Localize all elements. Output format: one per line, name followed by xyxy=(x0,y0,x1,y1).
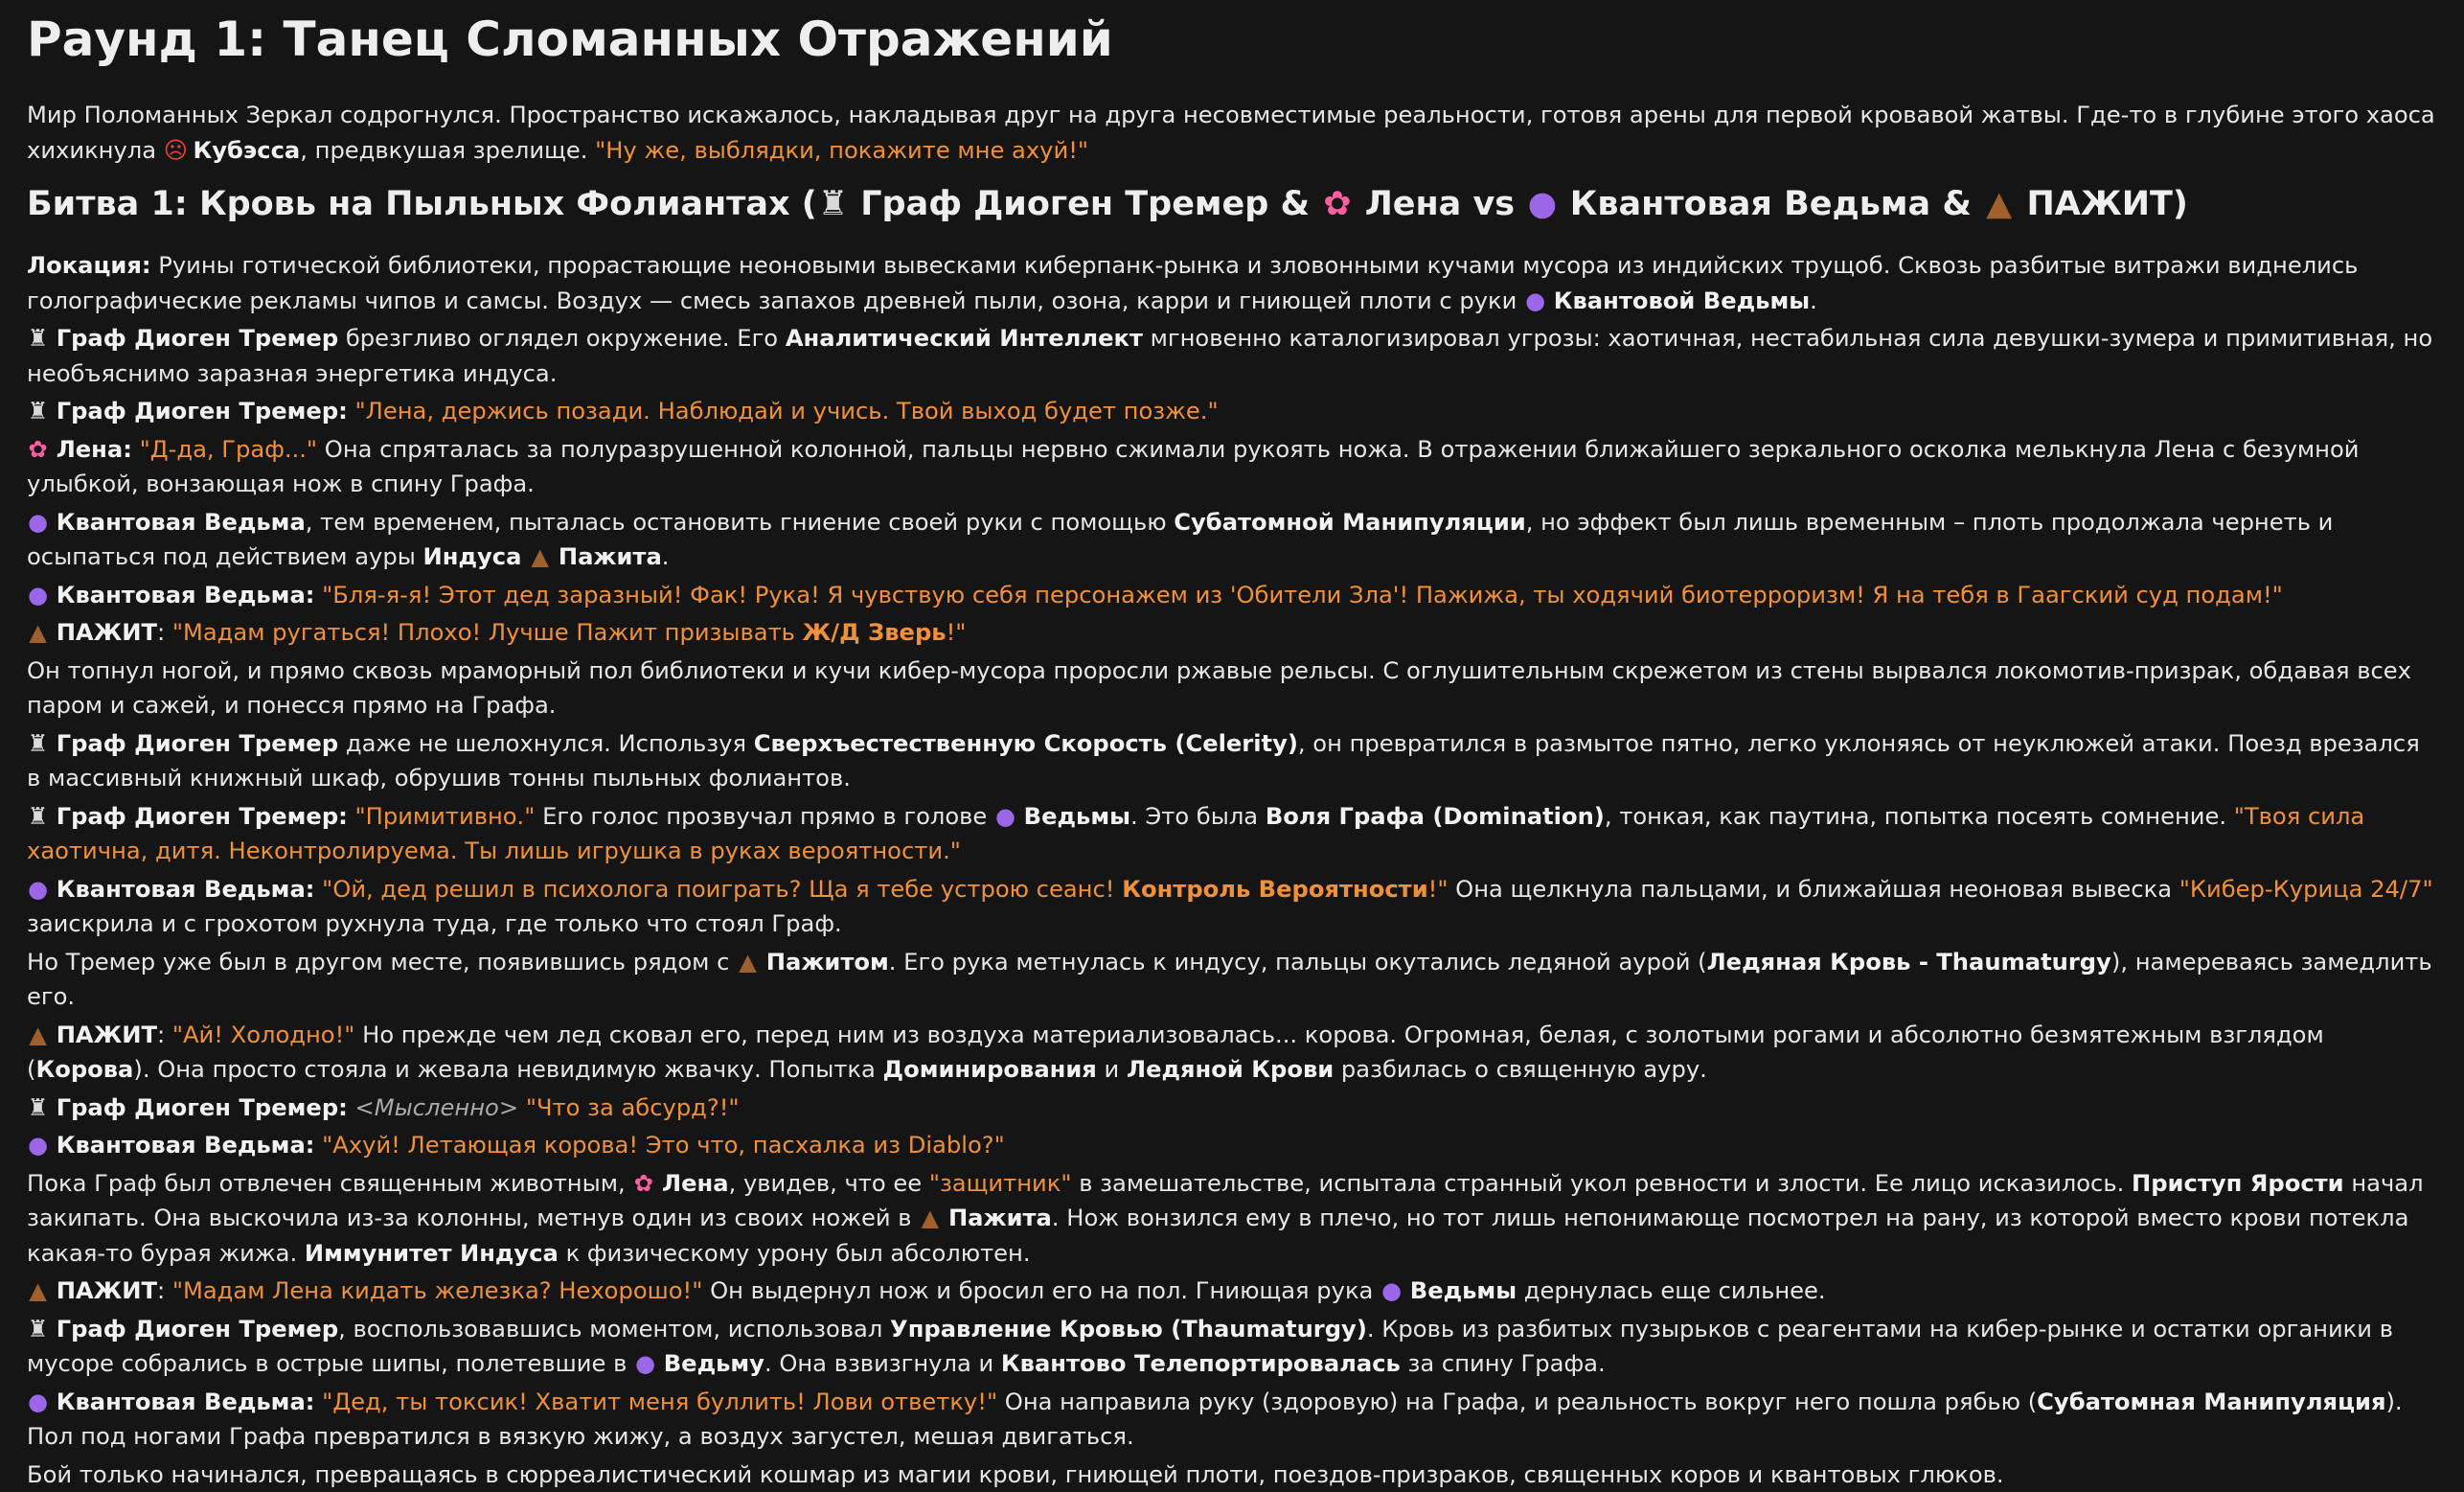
paragraph-19: ● Квантовая Ведьма: "Дед, ты токсик! Хватит меня буллить! Лови ответку!" Она направила руку (здоровую) на Графа, и реальность вокруг него пошла рябью (Субатомная Манипуляция). Пол под ногами Графа превратился в вязкую жижу, а воздух загустел, мешая двигаться. xyxy=(27,1385,2437,1455)
paragraph-7: ▲ ПАЖИТ: "Мадам ругаться! Плохо! Лучше Пажит призывать Ж/Д Зверь!" xyxy=(27,615,2437,651)
paragraph-3: ♜ Граф Диоген Тремер: "Лена, держись позади. Наблюдай и учись. Твой выход будет позже." xyxy=(27,394,2437,429)
crystal-ball-icon: ● xyxy=(27,1385,49,1420)
paragraph-14: ♜ Граф Диоген Тремер: <Мысленно> "Что за абсурд?!" xyxy=(27,1090,2437,1126)
paragraph-6: ● Квантовая Ведьма: "Бля-я-я! Этот дед заразный! Фак! Рука! Я чувствую себя персонажем из 'Обители Зла'! Пажижа, ты ходячий биотерроризм! Я на тебя в Гаагский суд подам!" xyxy=(27,578,2437,613)
crystal-ball-icon: ● xyxy=(27,872,49,907)
ribbon-icon: ✿ xyxy=(27,432,49,468)
paragraph-17: ▲ ПАЖИТ: "Мадам Лена кидать железка? Нехорошо!" Он выдернул нож и бросил его на пол. Гниющая рука ● Ведьмы дернулась еще сильнее. xyxy=(27,1274,2437,1309)
paragraph-location: Локация: Руины готической библиотеки, прорастающие неоновыми вывесками киберпанк-рынка и зловонными кучами мусора из индийских трущоб. Сквозь разбитые витражи виднелись голографические рекламы чипов и самсы. Воздух — смесь запахов древней пыли, озона, карри и гниющей плоти с руки ● Квантовой Ведьмы. xyxy=(27,248,2437,318)
host-name: Кубэсса xyxy=(193,137,300,164)
paragraph-2: ♜ Граф Диоген Тремер брезгливо оглядел окружение. Его Аналитический Интеллект мгновенно каталогизировал угрозы: хаотичная, нестабильная сила девушки-зумера и примитивная, но необъяснимо заразная энергетика индуса. xyxy=(27,321,2437,391)
ribbon-icon: ✿ xyxy=(1321,181,1353,227)
crystal-ball-icon: ● xyxy=(1526,181,1558,227)
pile-of-poo-icon: ▲ xyxy=(529,539,551,575)
pile-of-poo-icon: ▲ xyxy=(27,1274,49,1309)
battle-title: Битва 1: Кровь на Пыльных Фолиантах (♜ Граф Диоген Тремер & ✿ Лена vs ● Квантовая Ведьма & ▲ ПАЖИТ) xyxy=(27,181,2437,227)
crystal-ball-icon: ● xyxy=(1380,1274,1403,1309)
vampire-icon: ♜ xyxy=(27,1312,49,1347)
round-title: Раунд 1: Танец Сломанных Отражений xyxy=(27,8,2437,71)
ribbon-icon: ✿ xyxy=(632,1166,654,1202)
paragraph-20: Бой только начинался, превращаясь в сюрреалистический кошмар из магии крови, гниющей плоти, поездов-призраков, священных коров и квантовых глюков. xyxy=(27,1458,2437,1492)
vampire-icon: ♜ xyxy=(27,799,49,835)
vampire-icon: ♜ xyxy=(27,394,49,429)
pile-of-poo-icon: ▲ xyxy=(27,615,49,651)
pile-of-poo-icon: ▲ xyxy=(737,945,759,980)
paragraph-10: ♜ Граф Диоген Тремер: "Примитивно." Его голос прозвучал прямо в голове ● Ведьмы. Это была Воля Графа (Domination), тонкая, как паутина, попытка посеять сомнение. "Твоя сила хаотична, дитя. Неконтролируема. Ты лишь игрушка в руках вероятности." xyxy=(27,799,2437,869)
intro-paragraph: Мир Поломанных Зеркал содрогнулся. Пространство искажалось, накладывая друг на друга несовместимые реальности, готовя арены для первой кровавой жатвы. Где-то в глубине этого хаоса хихикнула ☹ Кубэсса, предвкушая зрелище. "Ну же, выблядки, покажите мне ахуй!" xyxy=(27,98,2437,168)
paragraph-16: Пока Граф был отвлечен священным животным, ✿ Лена, увидев, что ее "защитник" в замешательстве, испытала странный укол ревности и злости. Ее лицо исказилось. Приступ Ярости начал закипать. Она выскочила из-за колонны, метнув один из своих ножей в ▲ Пажита. Нож вонзился ему в плечо, но тот лишь непонимающе посмотрел на рану, из которой вместо крови потекла какая-то бурая жижа. Иммунитет Индуса к физическому урону был абсолютен. xyxy=(27,1166,2437,1272)
vampire-icon: ♜ xyxy=(27,1090,49,1126)
crystal-ball-icon: ● xyxy=(27,578,49,613)
crystal-ball-icon: ● xyxy=(27,1128,49,1163)
paragraph-9: ♜ Граф Диоген Тремер даже не шелохнулся. Используя Сверхъестественную Скорость (Celerity), он превратился в размытое пятно, легко уклоняясь от неуклюжей атаки. Поезд врезался в массивный книжный шкаф, обрушив тонны пыльных фолиантов. xyxy=(27,726,2437,796)
host-quote: "Ну же, выблядки, покажите мне ахуй!" xyxy=(595,137,1088,164)
pile-of-poo-icon: ▲ xyxy=(919,1201,941,1236)
crystal-ball-icon: ● xyxy=(27,505,49,540)
vampire-icon: ♜ xyxy=(817,181,849,227)
paragraph-12: Но Тремер уже был в другом месте, появившись рядом с ▲ Пажитом. Его рука метнулась к индусу, пальцы окутались ледяной аурой (Ледяная Кровь - Thaumaturgy), намереваясь замедлить его. xyxy=(27,945,2437,1015)
paragraph-18: ♜ Граф Диоген Тремер, воспользовавшись моментом, использовал Управление Кровью (Thaumaturgy). Кровь из разбитых пузырьков с реагентами на кибер-рынке и остатки органики в мусоре собрались в острые шипы, полетевшие в ● Ведьму. Она взвизгнула и Квантово Телепортировалась за спину Графа. xyxy=(27,1312,2437,1382)
crystal-ball-icon: ● xyxy=(634,1346,656,1382)
paragraph-5: ● Квантовая Ведьма, тем временем, пыталась остановить гниение своей руки с помощью Субатомной Манипуляции, но эффект был лишь временным – плоть продолжала чернеть и осыпаться под действием ауры Индуса ▲ Пажита. xyxy=(27,505,2437,575)
angry-face-icon: ☹ xyxy=(164,133,186,169)
vampire-icon: ♜ xyxy=(27,726,49,762)
paragraph-11: ● Квантовая Ведьма: "Ой, дед решил в психолога поиграть? Ща я тебе устрою сеанс! Контроль Вероятности!" Она щелкнула пальцами, и ближайшая неоновая вывеска "Кибер-Курица 24/7" заискрила и с грохотом рухнула туда, где только что стоял Граф. xyxy=(27,872,2437,942)
paragraph-4: ✿ Лена: "Д-да, Граф..." Она спряталась за полуразрушенной колонной, пальцы нервно сжимали рукоять ножа. В отражении ближайшего зеркального осколка мелькнула Лена с безумной улыбкой, вонзающая нож в спину Графа. xyxy=(27,432,2437,502)
pile-of-poo-icon: ▲ xyxy=(1983,181,2015,227)
vampire-icon: ♜ xyxy=(27,321,49,356)
crystal-ball-icon: ● xyxy=(994,799,1016,835)
crystal-ball-icon: ● xyxy=(1524,284,1546,319)
paragraph-13: ▲ ПАЖИТ: "Ай! Холодно!" Но прежде чем лед сковал его, перед ним из воздуха материализовалась... корова. Огромная, белая, с золотыми рогами и абсолютно безмятежным взглядом (Корова). Она просто стояла и жевала невидимую жвачку. Попытка Доминирования и Ледяной Крови разбилась о священную ауру. xyxy=(27,1018,2437,1088)
paragraph-8: Он топнул ногой, и прямо сквозь мраморный пол библиотеки и кучи кибер-мусора проросли ржавые рельсы. С оглушительным скрежетом из стены вырвался локомотив-призрак, обдавая всех паром и сажей, и понесся прямо на Графа. xyxy=(27,654,2437,723)
paragraph-15: ● Квантовая Ведьма: "Ахуй! Летающая корова! Это что, пасхалка из Diablo?" xyxy=(27,1128,2437,1163)
pile-of-poo-icon: ▲ xyxy=(27,1018,49,1053)
